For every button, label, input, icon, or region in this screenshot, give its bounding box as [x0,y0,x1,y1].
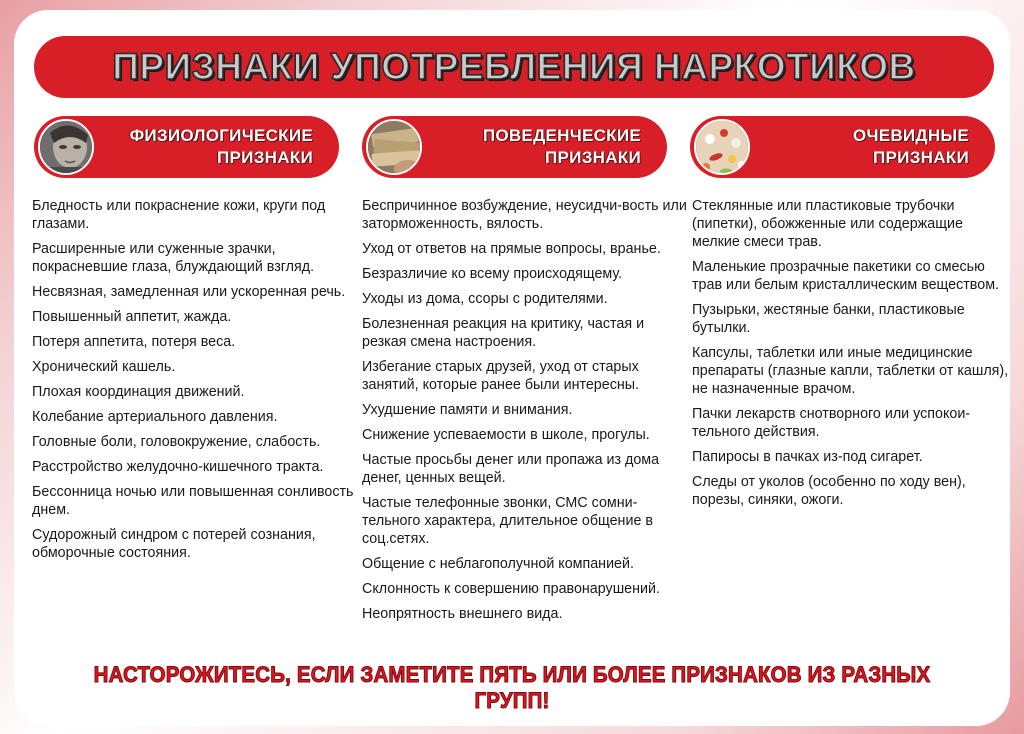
list-item: Следы от уколов (особенно по ходу вен), порезы, синяки, ожоги. [692,474,966,508]
list-item: Уходы из дома, ссоры с родителями. [362,291,608,307]
list-item: Неопрятность внешнего вида. [362,606,563,622]
list-item: Потеря аппетита, потеря веса. [32,334,236,350]
list-item: Расстройство желудочно-кишечного тракта. [32,459,324,475]
section-heading: ПОВЕДЕНЧЕСКИЕ ПРИЗНАКИ [482,126,641,167]
list-item: Плохая координация движений. [32,384,245,400]
list-item: Склонность к совершению правонарушений. [362,581,660,597]
list-item: Судорожный синдром с потерей сознания, обморочные состояния. [32,527,316,561]
section-header-obvious [690,116,995,178]
page-title: ПРИЗНАКИ УПОТРЕБЛЕНИЯ НАРКОТИКОВ [112,46,916,87]
list-item: Повышенный аппетит, жажда. [32,309,232,325]
list-item: Капсулы, таблетки или иные медицинские препараты (глазные капли, таблетки от кашля), не назначенные врачом. [692,345,1009,397]
title-banner [34,36,994,98]
list-item: Ухудшение памяти и внимания. [362,402,573,418]
section-header-behavioral [362,116,667,178]
list-item: Папиросы в пачках из-под сигарет. [692,449,923,465]
list-item: Частые телефонные звонки, СМС сомни-тельного характера, длительное общение в соц.сетях. [362,495,653,547]
list-item: Снижение успеваемости в школе, прогулы. [362,427,650,443]
behavioral-signs-list [362,197,692,630]
list-item: Общение с неблагополучной компанией. [362,556,634,572]
list-item: Несвязная, замедленная или ускоренная речь. [32,284,346,300]
list-item: Колебание артериального давления. [32,409,278,425]
section-header-physiological [34,116,339,178]
list-item: Расширенные или суженные зрачки, покрасневшие глаза, блуждающий взгляд. [32,241,315,275]
list-item: Головные боли, головокружение, слабость. [32,434,321,450]
pills-photo [694,119,750,175]
list-item: Уход от ответов на прямые вопросы, вранье. [362,241,661,257]
physiological-signs-list [32,197,357,569]
list-item: Бессонница ночью или повышенная сонливость днем. [32,484,354,518]
list-item: Пачки лекарств снотворного или успокои-тельного действия. [692,406,971,440]
list-item: Маленькие прозрачные пакетики со смесью трав или белым кристаллическим веществом. [692,259,999,293]
list-item: Частые просьбы денег или пропажа из дома денег, ценных вещей. [362,452,660,486]
obvious-signs-list [692,197,1010,516]
list-item: Хронический кашель. [32,359,176,375]
section-heading: ФИЗИОЛОГИЧЕСКИЕ ПРИЗНАКИ [129,126,313,167]
list-item: Безразличие ко всему происходящему. [362,266,623,282]
money-photo [366,119,422,175]
section-heading: ОЧЕВИДНЫЕ ПРИЗНАКИ [852,126,969,167]
list-item: Бледность или покраснение кожи, круги под глазами. [32,198,326,232]
face-photo [38,119,94,175]
list-item: Болезненная реакция на критику, частая и резкая смена настроения. [362,316,645,350]
warning-footer: НАСТОРОЖИТЕСЬ, ЕСЛИ ЗАМЕТИТЕ ПЯТЬ ИЛИ БОЛЕЕ ПРИЗНАКОВ ИЗ РАЗНЫХ ГРУПП! [93,662,931,713]
list-item: Избегание старых друзей, уход от старых занятий, которые ранее были интересны. [362,359,640,393]
list-item: Стеклянные или пластиковые трубочки (пипетки), обожженные или содержащие мелкие смеси трав. [692,198,963,250]
list-item: Пузырьки, жестяные банки, пластиковые бутылки. [692,302,965,336]
list-item: Беспричинное возбуждение, неусидчи-вость или заторможенность, вялость. [362,198,687,232]
